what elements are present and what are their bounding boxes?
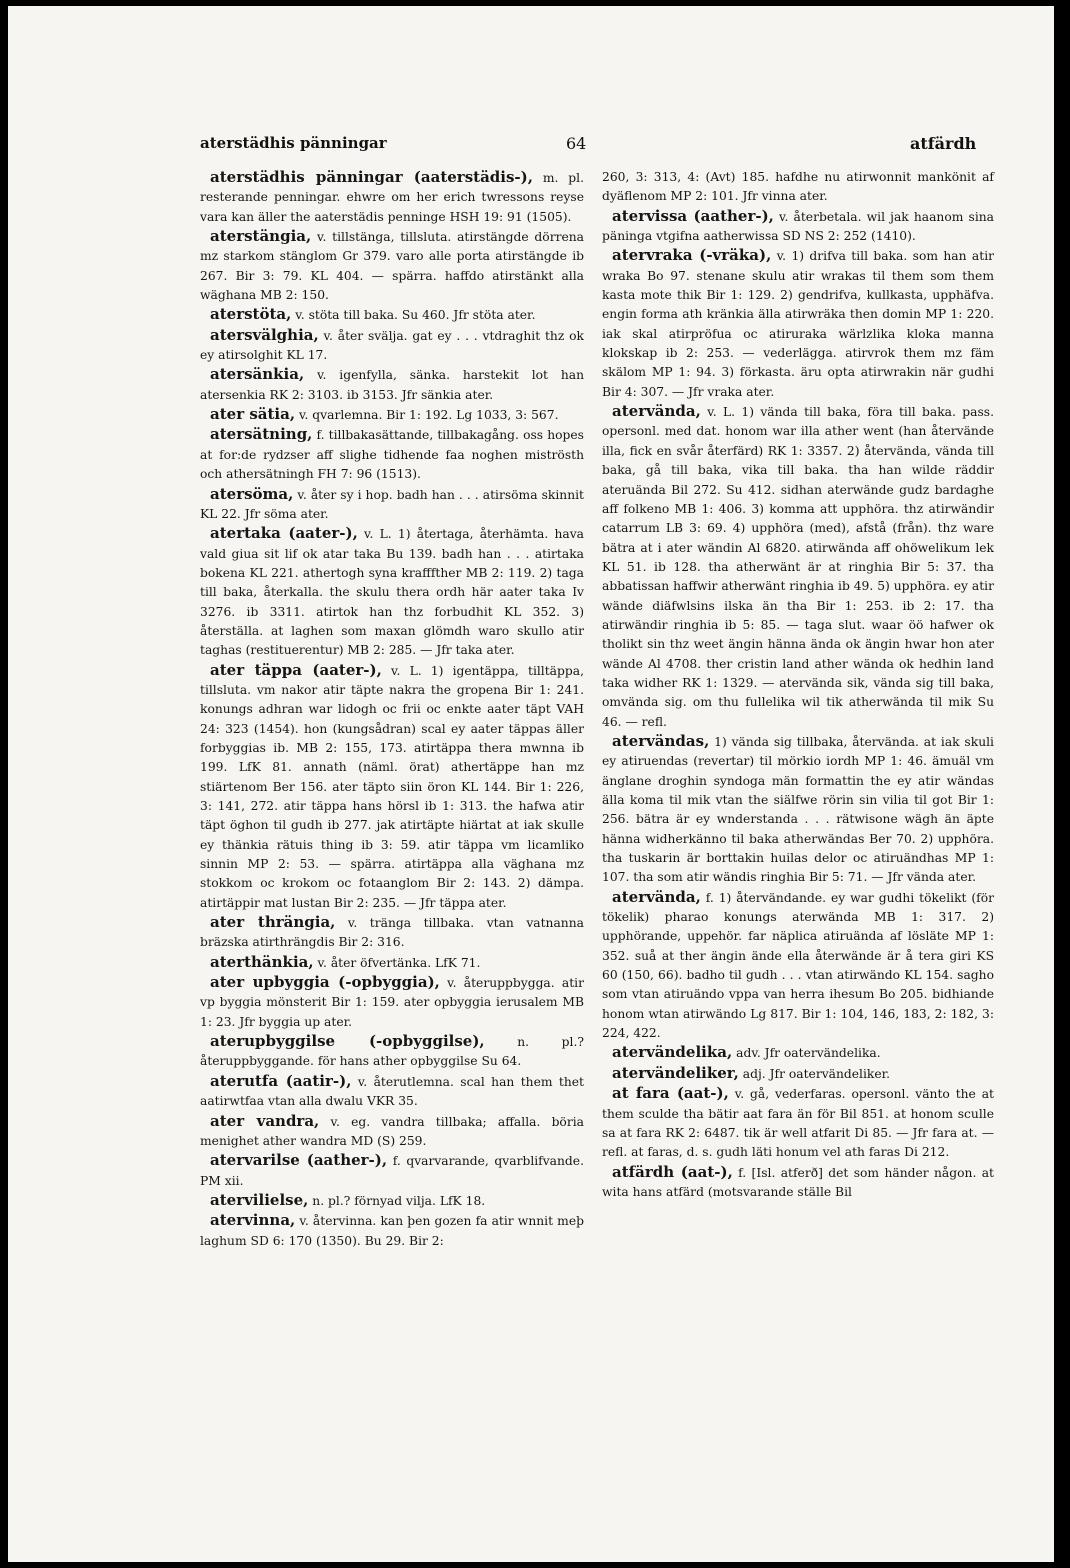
entry-definition: v. återvinna. kan þen gozen fa atir wnnit meþ laghum SD 6: 170 (1350). Bu 29. Bir 2: (200, 1214, 584, 1248)
entry-headword: ater täppa (aater-), (210, 660, 382, 679)
entry-headword: atertaka (aater-), (210, 524, 358, 543)
dictionary-entry (200, 1191, 584, 1211)
entry-headword: aterupbyggilse (-opbyggilse), (210, 1032, 485, 1051)
entry-definition: v. åter svälja. gat ey . . . vtdraghit thz ok ey atirsolghit KL 17. (200, 328, 584, 363)
entry-definition: n. pl.? återuppbyggande. för hans ather opbyggilse Su 64. (200, 1035, 584, 1069)
entry-headword: ater upbyggia (-opbyggia), (210, 973, 440, 992)
entry-definition: n. pl.? förnyad vilja. LfK 18. (312, 1193, 486, 1208)
dictionary-entry (602, 246, 994, 402)
entry-headword: atersöma, (210, 484, 294, 503)
entry-headword: ater thrängia, (210, 913, 336, 932)
entry-definition: adv. Jfr oatervändelika. (736, 1046, 881, 1061)
dictionary-entry (602, 732, 994, 888)
entry-definition: v. åter öfvertänka. LfK 71. (317, 955, 481, 970)
dictionary-entry (602, 402, 994, 732)
dictionary-entry (200, 305, 584, 325)
entry-headword: atfärdh (aat-), (612, 1162, 733, 1181)
dictionary-entry (200, 524, 584, 660)
dictionary-entry (200, 485, 584, 525)
entry-definition: f. [Isl. atferð] det som händer någon. at wita hans atfärd (motsvarande ställe Bil (602, 1165, 994, 1199)
running-head-right: atfärdh (910, 134, 977, 153)
entry-headword: aterstöta, (210, 305, 292, 324)
entry-headword: atervändas, (612, 731, 710, 750)
entry-definition: v. tillstänga, tillsluta. atirstängde dörrena mz starkom stänglom Gr 379. varo alle porta atirstängde ib 267. Bir 3: 79. KL 404. — spärra. haffdo atirstänkt alla wäghana MB 2: 150. (200, 230, 584, 303)
page-number: 64 (566, 134, 587, 153)
entry-headword: aterstädhis pänningar (aaterstädis-), (210, 168, 533, 186)
dictionary-entry (200, 168, 584, 227)
dictionary-entry (602, 1043, 994, 1063)
entry-definition: v. igenfylla, sänka. harstekit lot han atersenkia RK 2: 3103. ib 3153. Jfr sänkia ater. (200, 368, 584, 402)
entry-headword: ater sätia, (210, 405, 296, 424)
entry-definition: v. L. 1) återtaga, återhämta. hava vald giua sit lif ok atar taka Bu 139. badh han . . . atirtaka bokena KL 221. athertogh syna krafffther MB 2: 119. 2) taga till baka, återkalla. the skulu thera ordh här aater taka Iv 3276. ib 3311. atirtok han thz forbudhit KL 352. 3) återställa. at laghen som maxan glömdh waro skullo atir taghas (restituerentur) MB 2: 285. — Jfr taka ater. (200, 527, 584, 658)
entry-definition: m. pl. resterande penningar. ehwre om her erich twressons reyse vara kan äller the aaterstädis penninge HSH 19: 91 (1505). (200, 171, 584, 224)
entry-headword: ater vandra, (210, 1111, 320, 1130)
entry-headword: atersätning, (210, 425, 313, 444)
entry-headword: aterthänkia, (210, 952, 314, 971)
entry-definition: v. stöta till baka. Su 460. Jfr stöta ater. (295, 308, 536, 323)
entry-definition: v. återutlemna. scal han them thet aatirwtfaa vtan alla dwalu VKR 35. (200, 1074, 584, 1109)
entry-definition: f. 1) återvändande. ey war gudhi tökelikt (för tökelik) pharao konungs aterwända MB 1: 317. 2) upphörande, uppehör. far näplica atiruända af lösläte MP 1: 352. suå at ther ängin ände ella återwände är å tera giri KS 60 (150, 66). badho til gudh . . . vtan atirwändo KL 154. sagho som vtan atiruändo vppa van herra ihesum Bo 205. bidhiande honom wtan atirwändo Lg 817. Bir 1: 104, 146, 183, 2: 182, 3: 224, 422. (602, 890, 994, 1041)
entry-headword: atervinna, (210, 1211, 296, 1230)
entry-headword: at fara (aat-), (612, 1084, 729, 1103)
dictionary-entry (200, 1112, 584, 1152)
entry-headword: atervraka (-vräka), (612, 246, 772, 265)
entry-headword: atervilielse, (210, 1190, 309, 1209)
entry-headword: aterstängia, (210, 227, 312, 246)
dictionary-entry (200, 661, 584, 913)
entry-headword: atervissa (aather-), (612, 206, 774, 225)
entry-definition: 1) vända sig tillbaka, återvända. at iak skuli ey atiruendas (revertar) til mörkio iordh MP 1: 46. ämuäl vm änglane droghin syndoga män formattin the ey atir wändas älla koma til mik vtan the siälfwe rörin sin vilia til got Bir 1: 256. bätra är ey wnderstanda . . . rätwisone wägh än äpte hänna widherkänno til baka atherwändas Ber 70. 2) upphöra. tha tuskarin är borttakin huilas delor oc atiruändhas MP 1: 107. tha som atir wändis ringhia Bir 5: 71. — Jfr vända ater. (602, 734, 994, 885)
dictionary-entry (200, 365, 584, 405)
dictionary-entry (602, 1064, 994, 1084)
dictionary-entry (200, 1032, 584, 1072)
dictionary-entry (200, 1072, 584, 1112)
dictionary-entry (602, 168, 994, 207)
entry-headword: atervända, (612, 887, 701, 906)
entry-definition: v. återuppbygga. atir vp byggia mönsterit Bir 1: 159. ater opbyggia ierusalem MB 1: 23. Jfr byggia up ater. (200, 976, 584, 1029)
dictionary-entry (200, 227, 584, 305)
entry-headword: atersvälghia, (210, 325, 319, 344)
dictionary-entry (602, 888, 994, 1044)
entry-definition: adj. Jfr oatervändeliker. (742, 1066, 891, 1081)
entry-definition: v. L. 1) igentäppa, tilltäppa, tillsluta. vm nakor atir täpte nakra the gropena Bir 1: 241. konungs adhran war lidogh oc frii oc enkte aater täpt VAH 24: 323 (1454). hon (kungsådran) scal ey aater täppas äller forbyggias ib. MB 2: 155, 173. atirtäppa thera mwnna ib 199. LfK 81. annath (näml. örat) athertäppe han mz stiärtenom Ber 156. ater täpto siin öron KL 144. Bir 1: 226, 3: 141, 272. atir täppa hans hörsl ib 1: 313. the hafwa atir täpt öghon til gudh ib 277. jak atirtäpte hiärtat at iak skulle ey thänkia rätuis thing ib 3: 59. atir täppa vm licamliko sinnin MP 2: 53. — spärra. atirtäppa alla väghana mz stokkom oc krokom oc fotaanglom Bir 2: 143. 2) dämpa. atirtäppir mat lustan Bir 2: 235. — Jfr täppa ater. (200, 663, 584, 910)
dictionary-entry (200, 1151, 584, 1191)
dictionary-entry (200, 913, 584, 953)
right-column (602, 168, 994, 1202)
entry-headword: atervändelika, (612, 1043, 733, 1062)
entry-headword: atervända, (612, 402, 701, 421)
entry-definition: f. qvarvarande, qvarblifvande. PM xii. (200, 1154, 584, 1188)
dictionary-entry (200, 1211, 584, 1251)
dictionary-entry (200, 973, 584, 1032)
entry-headword: atervarilse (aather-), (210, 1151, 388, 1170)
entry-definition: v. återbetala. wil jak haanom sina päninga vtgifna aatherwissa SD NS 2: 252 (1410). (602, 209, 994, 244)
entry-definition: f. tillbakasättande, tillbakagång. oss hopes at for:de rydzser aff slighe tidhende faa noghen miströsth och athersätningh FH 7: 96 (1513). (200, 428, 584, 482)
entry-headword: atervändeliker, (612, 1063, 739, 1082)
dictionary-entry (602, 207, 994, 247)
dictionary-entry (200, 326, 584, 366)
entry-headword: atersänkia, (210, 365, 305, 384)
entry-definition: v. L. 1) vända till baka, föra till baka. pass. opersonl. med dat. honom war illa ather went (han återvände illa, fick en svår återfärd) RK 1: 3357. 2) återvända, vända till baka, gå till baka, vika till baka. tha han wilde räddir ateruända Bil 272. Su 412. sidhan aterwände gudz bardaghe aff folkeno MB 1: 406. 3) komma att upphöra. thz atirwändir catarrum LB 3: 69. 4) upphöra (med), afstå (från). thz ware bätra at i ater wändin Al 6820. atirwända aff ohöwelikum lek KL 51. ib 128. tha atherwänt är at ringhia Bir 5: 37. tha abbatissan haffwir atherwänt ringhia ib 49. 5) upphöra. ey atir wände diäfwlsins ilska än tha Bir 1: 253. ib 2: 17. tha atirwändir ringhia ib 5: 85. — taga slut. waar öö hafwer ok tholikt sin thz weet ängin hänna ända ok ängin hwar hon ater wände Al 4708. ther cristin land ather wända ok hedhin land taka widher RK 1: 1329. — atervända sik, vända sig till baka, omvända sig. om thu fullelika wil tik atherwända til mik Su 46. — refl. (602, 405, 994, 729)
entry-definition: v. 1) drifva till baka. som han atir wraka Bo 97. stenane skulu atir wrakas til them som them kasta mote thik Bir 1: 129. 2) gendrifva, kullkasta, upphäfva. engin forma ath kränkia älla atirwräka then domin MP 1: 220. iak skal atirpröfua oc atiruraka wärlzlika kloka manna klokskap ib 2: 253. — vederlägga. atirvrok them mz fäm skälom MP 1: 94. 3) förkasta. äru opta atirwrakin när gudhi Bir 4: 307. — Jfr vraka ater. (602, 249, 995, 399)
dictionary-entry (200, 405, 584, 425)
entry-headword: aterutfa (aatir-), (210, 1071, 352, 1090)
dictionary-entry (602, 1084, 994, 1162)
scan-border (1054, 0, 1070, 1568)
dictionary-entry (200, 953, 584, 973)
entry-definition: 260, 3: 313, 4: (Avt) 185. hafdhe nu atirwonnit mankönit af dyäflenom MP 2: 101. Jfr vinna ater. (602, 170, 994, 204)
entry-definition: v. åter sy i hop. badh han . . . atirsöma skinnit KL 22. Jfr söma ater. (200, 487, 584, 521)
entry-definition: v. gå, vederfaras. opersonl. vänto the at them sculde tha bätir aat fara än för Bil 851. at honom sculle sa at fara RK 2: 6487. tik är well atfarit Di 85. — Jfr fara at. — refl. at faras, d. s. gudh läti honum vel ath faras Di 212. (602, 1087, 994, 1160)
entry-definition: v. tränga tillbaka. vtan vatnanna bräzska atirthrängdis Bir 2: 316. (200, 916, 584, 950)
left-column (200, 168, 584, 1251)
entry-definition: v. qvarlemna. Bir 1: 192. Lg 1033, 3: 567. (298, 408, 559, 423)
dictionary-entry (602, 1163, 994, 1203)
dictionary-entry (200, 425, 584, 484)
running-head-left: aterstädhis pänningar (200, 134, 387, 152)
entry-definition: v. eg. vandra tillbaka; affalla. böria menighet ather wandra MD (S) 259. (200, 1114, 584, 1148)
page (8, 6, 1062, 1562)
